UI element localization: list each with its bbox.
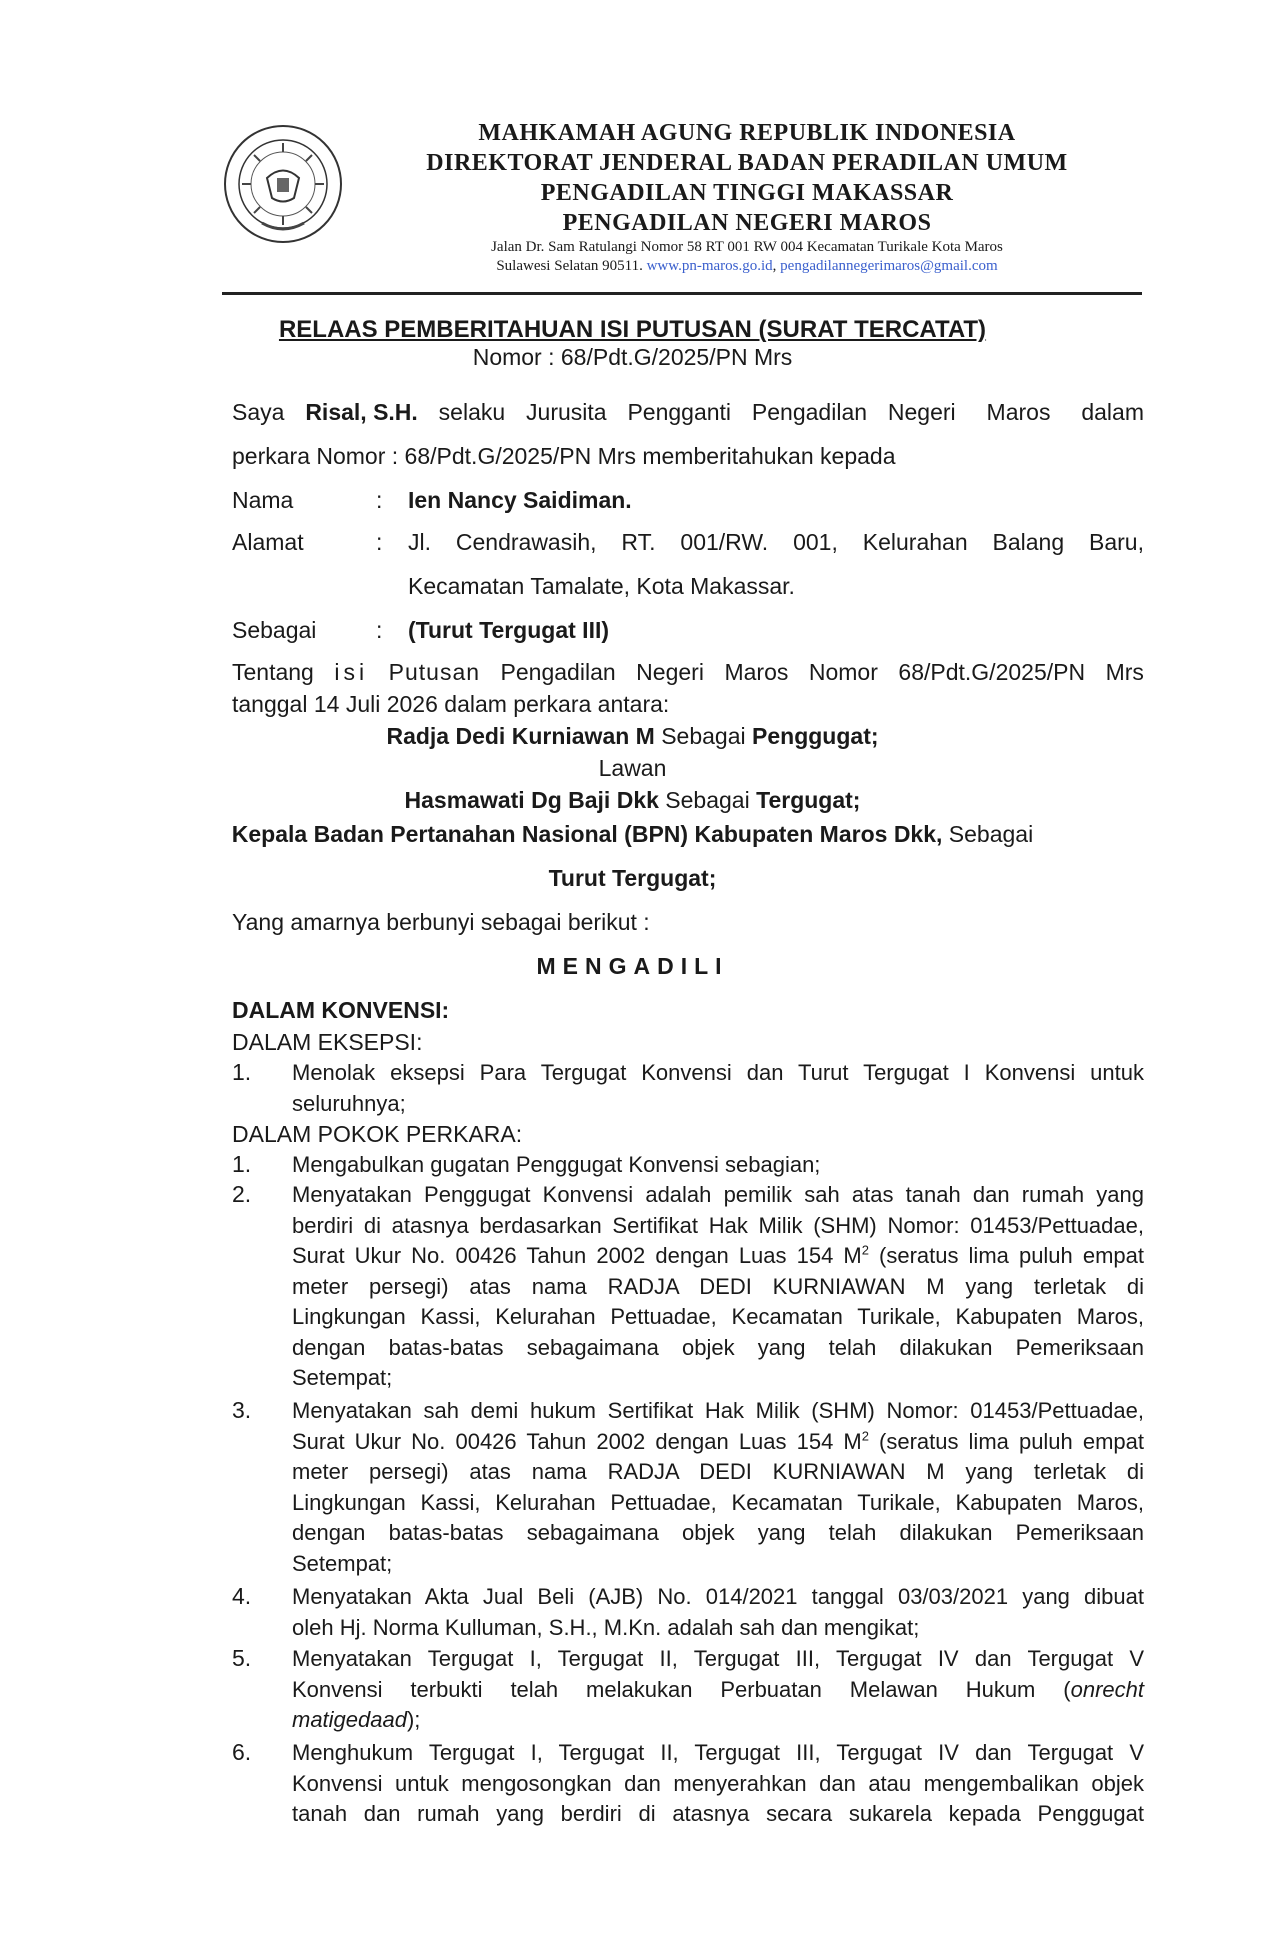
item-line: dengan batas-batas sebagaimana objek yang telah dilakukan Pemeriksaan	[292, 1520, 1144, 1545]
item-line: Menyatakan Akta Jual Beli (AJB) No. 014/2021 tanggal 03/03/2021 yang dibuat	[292, 1584, 1144, 1609]
letterhead-line-2: DIREKTORAT JENDERAL BADAN PERADILAN UMUM	[426, 150, 1068, 176]
sebagai-label: Sebagai	[232, 617, 317, 643]
word: Negeri	[887, 399, 956, 425]
item-text: Surat Ukur No. 00426 Tahun 2002 dengan Luas 154 M	[292, 1428, 862, 1454]
item-line: meter persegi) atas nama RADJA DEDI KURNIAWAN M yang terletak di	[292, 1459, 1144, 1484]
pokok-item-number: 4.	[232, 1583, 252, 1609]
word: Sebagai	[658, 787, 757, 813]
defendant-name: Hasmawati Dg Baji Dkk	[404, 787, 659, 813]
pokok-item-number: 5.	[232, 1645, 252, 1671]
letterhead-line-4: PENGADILAN NEGERI MAROS	[562, 210, 932, 236]
word: Sebagai	[654, 723, 753, 749]
defendant-line	[0, 786, 1265, 815]
bailiff-name: Risal, S.H.	[305, 399, 418, 425]
word: RT.	[621, 529, 656, 555]
word: Jl.	[408, 529, 431, 555]
co-defendant-role: Turut Tergugat;	[548, 865, 717, 891]
recipient-address-line-1	[408, 528, 1144, 557]
italic-text: onrecht	[1070, 1676, 1144, 1702]
pokok-item-number: 2.	[232, 1181, 252, 1207]
word: Kelurahan	[862, 529, 968, 555]
word: Tentang	[232, 659, 314, 685]
word: isi	[334, 659, 369, 685]
word: 001,	[793, 529, 838, 555]
eksepsi-heading: DALAM EKSEPSI:	[232, 1029, 423, 1055]
word: Saya	[232, 399, 285, 425]
item-line: Menyatakan Tergugat I, Tergugat II, Tergugat III, Tergugat IV dan Tergugat V	[292, 1646, 1144, 1671]
item-line: Konvensi untuk mengosongkan dan menyerahkan dan atau mengembalikan objek	[292, 1770, 1144, 1796]
eksepsi-item-number: 1.	[232, 1059, 252, 1085]
email-link[interactable]: pengadilannegerimaros@gmail.com	[780, 258, 998, 274]
alamat-label: Alamat	[232, 529, 304, 555]
item-line: oleh Hj. Norma Kulluman, S.H., M.Kn. adalah sah dan mengikat;	[292, 1614, 920, 1640]
item-line	[292, 1241, 1144, 1272]
word: dalam	[1081, 399, 1144, 425]
word: Pengadilan	[500, 659, 616, 685]
word: Mrs	[1105, 659, 1144, 685]
item-text: Konvensi terbukti telah melakukan Perbuatan Melawan Hukum (	[292, 1676, 1071, 1702]
item-line	[292, 1427, 1144, 1458]
intro-line-1	[232, 398, 1144, 427]
item-line: tanah dan rumah yang berdiri di atasnya secara sukarela kepada Penggugat	[292, 1801, 1144, 1826]
letterhead	[222, 118, 1142, 298]
item-line: meter persegi) atas nama RADJA DEDI KURNIAWAN M yang terletak di	[292, 1273, 1144, 1299]
co-defendant-line	[0, 820, 1265, 849]
superscript: 2	[861, 1242, 869, 1258]
item-line: Setempat;	[292, 1550, 393, 1576]
pokok-item-4	[292, 1582, 1144, 1643]
tentang-line-1	[232, 658, 1144, 687]
letterhead-address: Jalan Dr. Sam Ratulangi Nomor 58 RT 001 RW 004 Kecamatan Turikale Kota Maros	[491, 239, 1003, 255]
pokok-item-number: 6.	[232, 1739, 252, 1765]
letterhead-contact	[352, 257, 1142, 276]
pokok-item-number: 1.	[232, 1151, 252, 1177]
nama-colon: :	[376, 487, 383, 513]
word: selaku	[438, 399, 506, 425]
pokok-item-5	[292, 1644, 1144, 1736]
mengadili-heading: MENGADILI	[536, 953, 729, 979]
nama-label: Nama	[232, 487, 294, 513]
word: 001/RW.	[680, 529, 769, 555]
item-line: seluruhnya;	[292, 1090, 406, 1116]
word: Cendrawasih,	[455, 529, 597, 555]
item-line	[292, 1705, 1144, 1736]
item-line: Setempat;	[292, 1365, 393, 1390]
word: Maros	[724, 659, 789, 685]
recipient-role: (Turut Tergugat III)	[408, 617, 610, 643]
plaintiff-line	[0, 722, 1265, 751]
item-line: Mengabulkan gugatan Penggugat Konvensi sebagian;	[292, 1152, 821, 1177]
item-line: Menyatakan sah demi hukum Sertifikat Hak Milik (SHM) Nomor: 01453/Pettuadae,	[292, 1398, 1144, 1423]
item-text: Surat Ukur No. 00426 Tahun 2002 dengan Luas 154 M	[292, 1243, 862, 1268]
pengadilan-negeri-maros-seal-icon	[222, 123, 344, 245]
website-link[interactable]: www.pn-maros.go.id	[646, 258, 773, 274]
item-line: berdiri di atasnya berdasarkan Sertifikat Hak Milik (SHM) Nomor: 01453/Pettuadae,	[292, 1212, 1144, 1238]
co-defendant-name: Kepala Badan Pertanahan Nasional (BPN) Kabupaten Maros Dkk,	[231, 821, 943, 847]
item-line	[292, 1675, 1144, 1706]
letterhead-line-3: PENGADILAN TINGGI MAKASSAR	[540, 180, 954, 206]
italic-text: matigedaad	[292, 1707, 407, 1732]
item-line: Lingkungan Kassi, Kelurahan Pettuadae, Kecamatan Turikale, Kabupaten Maros,	[292, 1304, 1144, 1329]
item-text: (seratus lima puluh empat	[868, 1243, 1144, 1268]
item-line: Menolak eksepsi Para Tergugat Konvensi dan Turut Tergugat I Konvensi untuk	[292, 1060, 1144, 1085]
document-number: Nomor : 68/Pdt.G/2025/PN Mrs	[472, 344, 793, 370]
defendant-role: Tergugat;	[756, 787, 861, 813]
tentang-line-2: tanggal 14 Juli 2026 dalam perkara antara:	[232, 691, 670, 717]
pokok-item-6	[292, 1738, 1144, 1830]
recipient-name: Ien Nancy Saidiman.	[408, 487, 632, 513]
word: Pengadilan	[751, 399, 868, 425]
word: Maros	[986, 399, 1051, 425]
item-line: Menghukum Tergugat I, Tergugat II, Tergugat III, Tergugat IV dan Tergugat V	[292, 1740, 1144, 1765]
pokok-item-1	[292, 1150, 1144, 1181]
intro-line-2: perkara Nomor : 68/Pdt.G/2025/PN Mrs memberitahukan kepada	[232, 443, 896, 469]
word: Sebagai	[942, 821, 1034, 847]
word: Baru,	[1089, 529, 1144, 555]
pokok-item-number: 3.	[232, 1397, 252, 1423]
superscript: 2	[861, 1428, 869, 1444]
separator: ,	[772, 258, 781, 274]
document-title: RELAAS PEMBERITAHUAN ISI PUTUSAN (SURAT TERCATAT)	[278, 316, 987, 343]
word: Negeri	[636, 659, 704, 685]
word: Jurusita	[526, 399, 607, 425]
plaintiff-role: Penggugat;	[752, 723, 879, 749]
sebagai-colon: :	[376, 617, 383, 643]
word: Putusan	[388, 659, 481, 685]
lawan: Lawan	[598, 755, 667, 781]
item-line: Lingkungan Kassi, Kelurahan Pettuadae, Kecamatan Turikale, Kabupaten Maros,	[292, 1489, 1144, 1515]
pokok-item-3	[292, 1396, 1144, 1579]
plaintiff-name: Radja Dedi Kurniawan M	[386, 723, 655, 749]
alamat-colon: :	[376, 529, 383, 555]
letterhead-line-1: MAHKAMAH AGUNG REPUBLIK INDONESIA	[478, 120, 1016, 146]
konvensi-heading: DALAM KONVENSI:	[232, 997, 450, 1023]
eksepsi-item-1	[292, 1058, 1144, 1119]
amar-intro: Yang amarnya berbunyi sebagai berikut :	[232, 909, 650, 935]
recipient-address-line-2: Kecamatan Tamalate, Kota Makassar.	[408, 573, 795, 599]
item-line: Menyatakan Penggugat Konvensi adalah pemilik sah atas tanah dan rumah yang	[292, 1182, 1144, 1207]
pokok-item-2	[292, 1180, 1144, 1394]
item-line: dengan batas-batas sebagaimana objek yang telah dilakukan Pemeriksaan	[292, 1334, 1144, 1360]
word: Pengganti	[627, 399, 732, 425]
item-text: );	[406, 1707, 421, 1732]
postal-code: Sulawesi Selatan 90511.	[496, 258, 647, 274]
item-text: (seratus lima puluh empat	[868, 1428, 1144, 1454]
word: Nomor	[808, 659, 878, 685]
pokok-heading: DALAM POKOK PERKARA:	[232, 1121, 523, 1147]
letterhead-rule	[222, 292, 1142, 295]
word: 68/Pdt.G/2025/PN	[898, 659, 1086, 685]
word: Balang	[992, 529, 1065, 555]
